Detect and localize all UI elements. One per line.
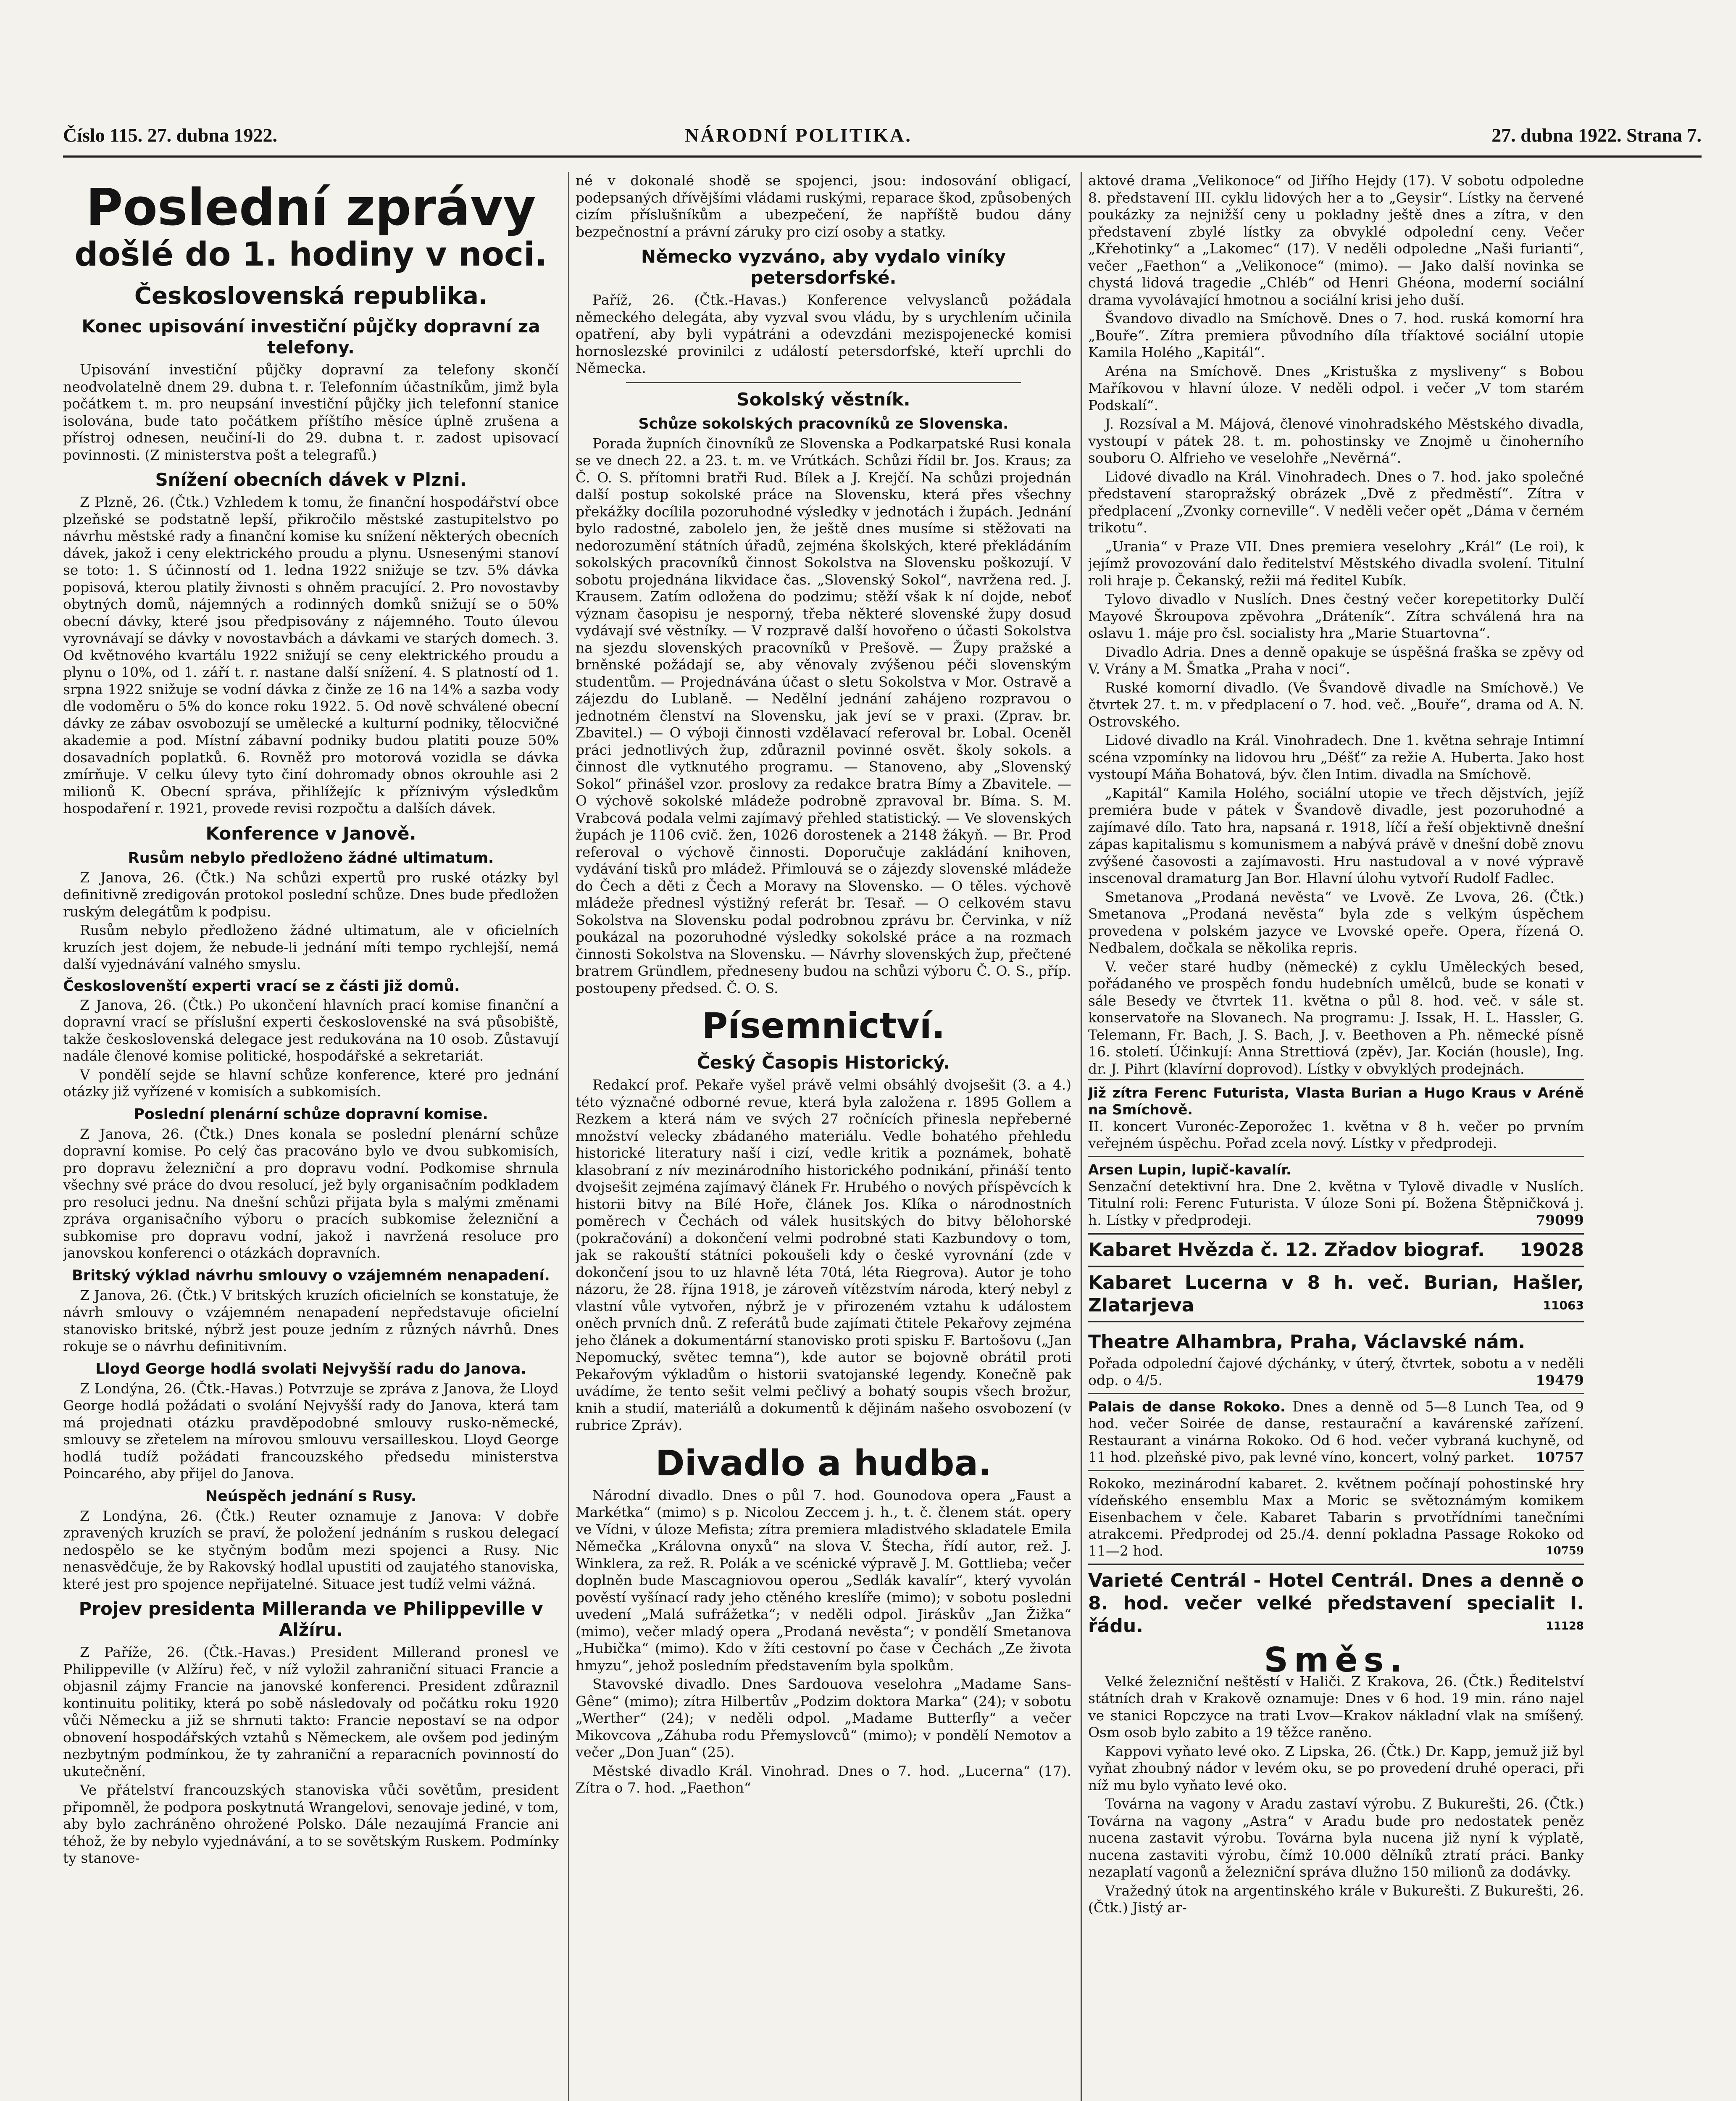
ad-text: Kabaret Lucerna v 8 h. več. Burian, Hašler, Zlatarjeva bbox=[1088, 1272, 1584, 1316]
advertisement bbox=[1088, 1564, 1584, 1642]
article-text: Paříž, 26. (Čtk.-Havas.) Konference velvyslanců požádala německého delegáta, aby vyzval svou vládu, by s urychlením učinila opatření, aby byli vypátráni a odevzdáni mezispojenecké komisi hornoslezské provinilci z událostí petersdorfské, kteří uprchli do Německa. bbox=[576, 292, 1071, 376]
article-text: Lidové divadlo na Král. Vinohradech. Dne 1. května sehraje Intimní scéna vzpomínky na lidovou hru „Déšť“ za režie A. Huberta. Jako host vystoupí Máňa Bohatová, býv. člen Intim. divadla na Smíchově. bbox=[1088, 732, 1584, 782]
ad-code: 11128 bbox=[1546, 1620, 1584, 1632]
column-3 bbox=[1088, 172, 1584, 2101]
ad-text: Kabaret Hvězda č. 12. Zřadov biograf. bbox=[1088, 1239, 1485, 1261]
article-title: Český Časopis Historický. bbox=[697, 1052, 950, 1073]
article-text: Ruské komorní divadlo. (Ve Švandově divadle na Smíchově.) Ve čtvrtek 27. t. m. v předplacení o 7. hod. več. „Bouře“, drama od A. N. Ostrovského. bbox=[1088, 679, 1584, 730]
advertisement bbox=[1088, 1079, 1584, 1156]
ad-title: Palais de danse Rokoko. bbox=[1088, 1398, 1286, 1415]
article-text: V pondělí sejde se hlavní schůze konference, které pro jednání otázky již vyřízené v komisích a subkomisích. bbox=[63, 1066, 559, 1100]
article-title: Českoslovenští experti vrací se z části již domů. bbox=[63, 977, 460, 995]
section-title: Československá republika. bbox=[134, 282, 488, 310]
ad-text: II. koncert Vuronéc-Zeporožec 1. května v 8 h. večer po prvním veřejném úspěchu. Pořad zcela nový. Lístky v předprodeji. bbox=[1088, 1118, 1584, 1151]
ad-code: 11063 bbox=[1543, 1298, 1584, 1312]
masthead bbox=[63, 120, 1702, 153]
article-title: Neúspěch jednání s Rusy. bbox=[205, 1488, 417, 1505]
ad-text: Pořada odpolední čajové dýchánky, v úterý, čtvrtek, sobotu a v neděli odp. o 4/5. bbox=[1088, 1355, 1584, 1388]
article-text: Lidové divadlo na Král. Vinohradech. Dnes o 7. hod. jako společné představení staropražský obrázek „Dvě z předměstí“. Zítra v předplacení „Zvonky corneville“. V neděli večer opět „Dáma v černém trikotu“. bbox=[1088, 468, 1584, 536]
ad-code: 10759 bbox=[1546, 1545, 1584, 1557]
ad-text: Senzační detektivní hra. Dne 2. května v Tylově divadle v Nuslích. Titulní roli: Ferenc Futurista. V úloze Soni pí. Božena Štěpničková j. h. Lístky v předprodeji. bbox=[1088, 1178, 1584, 1228]
column-divider bbox=[1081, 172, 1082, 2101]
article-text: Tylovo divadlo v Nuslích. Dnes čestný večer korepetitorky Dulčí Mayové Škroupova zpěvohra „Dráteník“. Zítra schválená hra na oslavu 1. máje pro čsl. socialisty hra „Marie Stuartovna“. bbox=[1088, 591, 1584, 641]
article-text: Aréna na Smíchově. Dnes „Kristuška z mysliveny“ s Bobou Maříkovou v hlavní úloze. V neděli odpol. i večer „V tom starém Podskalí“. bbox=[1088, 363, 1584, 413]
article-text: „Urania“ v Praze VII. Dnes premiera veselohry „Král“ (Le roi), k jejímž provozování dalo ředitelství Městského divadla svolení. Titulní roli hraje p. Čekanský, režii má ředitel Kubík. bbox=[1088, 538, 1584, 589]
article-title: Německo vyzváno, aby vydalo viníky petersdorfské. bbox=[641, 246, 1006, 288]
ad-text: Varieté Centrál - Hotel Centrál. Dnes a denně o 8. hod. večer velké představení specialit I. řádu. bbox=[1088, 1570, 1584, 1637]
article-text: Z Londýna, 26. (Čtk.-Havas.) Potvrzuje se zpráva z Janova, že Lloyd George hodlá požádati o svolání Nejvyšší rady do Janova, která tam má projednati otázku pravděpodobné smlouvy rusko-německé, smlouvy se zřetelem na mírovou smlouvu versailleskou. Lloyd George hodlá tudíž požádati francouzského předsedu ministerstva Poincarého, aby přijel do Janova. bbox=[63, 1380, 559, 1482]
masthead-rule bbox=[63, 155, 1702, 158]
section-title: Divadlo a hudba. bbox=[655, 1442, 992, 1484]
article-text: Továrna na vagony v Aradu zastaví výrobu. Z Bukurešti, 26. (Čtk.) Továrna na vagony „Astra“ v Aradu bude pro nedostatek peněz nucena zastavit výrobu. Továrna byla nucena již nyní k výplatě, nucena zastaviti výrobu, čímž 10.000 dělníků ztratí práci. Banky nezaplatí vagonů a železniční správa dlužno 150 milionů za dodávky. bbox=[1088, 1796, 1584, 1880]
article-text: Švandovo divadlo na Smíchově. Dnes o 7. hod. ruská komorní hra „Bouře“. Zítra premiera původního díla tříaktové sociální utopie Kamila Holého „Kapitál“. bbox=[1088, 310, 1584, 361]
ad-code: 19028 bbox=[1519, 1239, 1584, 1261]
advertisement bbox=[1088, 1470, 1584, 1564]
article-text: Z Janova, 26. (Čtk.) Dnes konala se poslední plenární schůze dopravní komise. Po celý čas pracováno bylo ve dvou subkomisích, pro dopravu železniční a pro dopravu vodní. Podkomise shrnula všechny své práce do dvou resolucí, jež byly organisačním podkladem pro resoluci jednu. Na dnešní schůzi přijata byla s malými změnami zpráva organisačního výboru o pracích subkomise železniční a subkomise pro dopravu vodní, jakož i navržená resoluce pro janovskou konferenci o otázkách dopravních. bbox=[63, 1125, 559, 1261]
article-title: Konec upisování investiční půjčky dopravní za telefony. bbox=[82, 316, 540, 358]
article-text: Z Janova, 26. (Čtk.) Po ukončení hlavních prací komise finanční a dopravní vrací se příslušní experti československé na svá působiště, takže československá delegace jest redukována na 10 osob. Zůstavují nadále členové komise politické, hospodářské a sekretariát. bbox=[63, 996, 559, 1064]
article-text: Z Plzně, 26. (Čtk.) Vzhledem k tomu, že finanční hospodářství obce plzeňské se podstatně lepší, přikročilo městské zastupitelstvo po návrhu městské rady a finanční komise ku snížení některých obecních dávek, jakož i ceny elektrického proudu a plynu. Usnesenými stanoví se toto: 1. S účinností od 1. ledna 1922 snižuje se tzv. 5% dávka popisová, kterou platily živnosti s ohněm pracující. 2. Pro novostavby obytných domů, nájemných a rodinných domků snižují se o 50% obecní dávky, které jsou předpisovány z nájemného. Touto úlevou vyrovnávají se dávky v novostavbách a dávkami ve starých domech. 3. Od květnového kvartálu 1922 snižují se ceny elektrického proudu a plynu o 10%, od 1. září t. r. nastane další snížení. 4. S platností od 1. srpna 1922 snižuje se vodní dávka z činže ze 16 na 14% a sazba vody dle vodoměru o 5% do konce roku 1922. 5. Od nově schválené obecní dávky ze zábav osvobozují se umělecké a kulturní podniky, tělocvičné akademie a pod. Místní zábavní podniky budou platiti pouze 50% dosavadních poplatků. 6. Rovněž pro motorová vozidla se dávka zmírňuje. V celku úlevy tyto činí dohromady obnos okrouhle asi 2 milionů K. Obecní správa, přihlížejíc k příznivým výsledkům hospodaření r. 1921, provede revisi rozpočtu a dalších dávek. bbox=[63, 494, 559, 816]
article-text: Divadlo Adria. Dnes a denně opakuje se úspěšná fraška se zpěvy od V. Vrány a M. Šmatka „Praha v noci“. bbox=[1088, 643, 1584, 677]
article-text: né v dokonalé shodě se spojenci, jsou: indosování obligací, podepsaných dřívějšími vládami ruskými, reparace škod, způsobených cizím příslušníkům a ubezpečení, že napříště budou dány bezpečnostní a právní záruky pro cizí osoby a statky. bbox=[576, 172, 1071, 240]
issue-date: Číslo 115. 27. dubna 1922. bbox=[63, 124, 277, 146]
article-text: Porada župních činovníků ze Slovenska a Podkarpatské Rusi konala se ve dnech 22. a 23. t. m. ve Vrútkách. Schůzi řídil br. Jos. Kraus; za Č. O. S. přítomni bratři Rud. Bílek a J. Krejčí. Na schůzi projednán další postup sokolské práce na Slovensku, která přes všechny překážky docílila pozoruhodné výsledky v jednotách i župách. Jednání bylo radostné, zabolelo jen, že ještě dnes musíme si stěžovati na nedorozumění státních úřadů, zejména školských, které překládáním sokolských pracovníků činnost Sokolstva na Slovensku poškozují. V sobotu projednána likvidace čas. „Slovenský Sokol“, navržena red. J. Krausem. Zatím odložena do podzimu; stěží však k ní dojde, neboť význam časopisu je nesporný, třeba některé slovenské župy dosud vydávají své věstníky. — V rozpravě další hovořeno o účasti Sokolstva na sjezdu slovenských pracovníků v Prešově. — Župy pražské a brněnské požádají se, aby věnovaly zvýšenou péči slovenským studentům. — Projednávána účast o sletu Sokolstva v Mor. Ostravě a zájezdu do Lublaně. — Nedělní jednání zahájeno rozpravou o jednotném členství na Slovensku, jak jeví se v praxi. (Zprav. br. Zbavitel.) — O výboji činnosti vzdělavací referoval br. Lobal. Oceněl práci jednotlivých žup, zdůraznil povinné osvět. školy sokols. a činnost dle vytknutého programu. — Stanoveno, aby „Slovenský Sokol“ přinášel vzor. proslovy za redakce bratra Bímy a Zbavitele. — O výchově sokolské mládeže podrobně zpravoval br. Bíma. S. M. Vrabcová podala velmi zajímavý přehled statistický. — Ve slovenských župách je 1106 cvič. žen, 1026 dorostenek a 2148 žákyň. — Br. Prod referoval o výchově činnosti. Doporučuje zakládání knihoven, vydávání tisků pro mládež. Přimlouvá se o zájezdy slovenské mládeže do Čech a děti z Čech a Moravy na Slovensko. — O těles. výchově mládeže přednesl výstižný referát br. Tesař. — O celkovém stavu Sokolstva na Slovensku podal podrobnou zprávu br. Červinka, v níž poukázal na pozoruhodné výsledky sokolské práce a na rozmach činnosti Sokolstva na Slovensku. — Návrhy slovenských žup, přečtené bratrem Gründlem, předneseny budou na schůzi výboru Č. O. S., příp. postoupeny předsed. Č. O. S. bbox=[576, 435, 1071, 996]
article-subtitle: Schůze sokolských pracovníků ze Slovenska. bbox=[638, 415, 1009, 432]
article-text: Národní divadlo. Dnes o půl 7. hod. Gounodova opera „Faust a Markétka“ (mimo) s p. Nicolou Zeccem j. h., t. č. členem stát. opery ve Vídni, v úloze Mefista; zítra premiera mladistvého skladatele Emila Němečka „Královna onyxů“ na slova V. Štecha, řídí autor, rež. J. Winklera, za rež. R. Polák a ve scénické výpravě J. M. Gottlieba; večer doplněn bude Mascagniovou operou „Sedlák kavalír“, který vyvolán pověstí vyšínací rady jeho ctěného kreslíře (mimo); v sobotu posledni uvedení „Malá sufrážetka“; v neděli odpol. Jiráskův „Jan Žižka“ (mimo), večer mladý opera „Prodaná nevěsta“; v pondělí Smetanova „Hubička“ (mimo). Kdo v žíti cestovní po čase v Čechách „Ze života hmyzu“, jehož posledním představením byla spolkům. bbox=[576, 1487, 1071, 1674]
article-text: Redakcí prof. Pekaře vyšel právě velmi obsáhlý dvojsešit (3. a 4.) této význačné odborné revue, která byla založena r. 1895 Gollem a Rezkem a která nám ve svých 27 ročnících přinesla nepřeberné množství velecky zbádaného materiálu. Vedle bohatého přehledu historické literatury naší i cizí, vedle kritik a poznámek, bohatě klasobraní z nív mezinárodního historického podnikání, přináší tento dvojsešit zejména zajímavý článek Fr. Hrubého o nových příspěvcích k historii bitvy na Bílé Hoře, článek Jos. Klíka o národnostních poměrech v Čechách od válek husitských do bitvy bělohorské (pokračování) a dokončení velmi podrobné stati Kazbundovy o tom, jak se rakouští státníci pokoušeli kdy o české vyrovnání (zde v dokončení jsou to uz hlavně léta 70tá, léta Riegrova). Autor je toho názoru, že 28. října 1918, je zároveň vítězstvím národa, který nebyl z vlastní vůle vytvořen, nýbrž je v přirozeném vztahu k událostem oněch prvních dnů. Z referátů bude zajímati čtitele Pekařovy zejména jeho článek a dokumentární stanovisko proti spisku F. Bartošovu („Jan Nepomucký, světec temna“), kde autor se bojovně obrátil proti Pekařovým výkladům o historii svatojanské legendy. Konečně pak uvádíme, že tento sešit velmi pečlivý a bohatý soupis všech brožur, knih a studií, materiálů a dokumentů k dějinám našeho osvobození (v rubrice Zpráv). bbox=[576, 1077, 1071, 1433]
advertisement bbox=[1088, 1233, 1584, 1266]
ad-title: Theatre Alhambra, Praha, Václavské nám. bbox=[1088, 1331, 1526, 1353]
ad-title: Arsen Lupin, lupič-kavalír. bbox=[1088, 1161, 1291, 1178]
column-divider bbox=[568, 172, 569, 2101]
section-title: Sokolský věstník. bbox=[736, 389, 910, 410]
advertisement bbox=[1088, 1156, 1584, 1233]
article-text: Z Londýna, 26. (Čtk.) Reuter oznamuje z Janova: V dobře zpravených kruzích se praví, že položení jednáním s ruskou delegací nedospělo se ke styčným bodům mezi spojenci a Rusy. Nic nenasvědčuje, že by Rakovský hodlal upustiti od zaujatého stanoviska, které jest pro spojence nepřijatelné. Situace jest tudíž velmi vážná. bbox=[63, 1507, 559, 1592]
article-text: Z Janova, 26. (Čtk.) Na schůzi expertů pro ruské otázky byl definitivně zredigován protokol poslední schůze. Dnes bude předložen ruským delegátům k podpisu. bbox=[63, 869, 559, 920]
advertisement bbox=[1088, 1393, 1584, 1470]
article-text: Kappovi vyňato levé oko. Z Lipska, 26. (Čtk.) Dr. Kapp, jemuž již byl vyňat zhoubný nádor v levém oku, se po provedení druhé operaci, při níž mu bylo vyňato levé oko. bbox=[1088, 1743, 1584, 1793]
article-title: Poslední plenární schůze dopravní komise. bbox=[134, 1106, 488, 1123]
article-title: Lloyd George hodlá svolati Nejvyšší radu do Janova. bbox=[95, 1360, 526, 1377]
section-title: Písemnictví. bbox=[702, 1005, 945, 1046]
section-title: Směs. bbox=[1264, 1640, 1408, 1680]
ad-text: Dnes a denně od 5—8 Lunch Tea, od 9 hod. večer Soirée de danse, restaurační a kavárenské zařízení. Restaurant a vinárna Rokoko. Od 6 hod. večer vybraná kuchyně, od 11 hod. plzeňské pivo, pak levné víno, koncert, volný parket. bbox=[1088, 1398, 1584, 1465]
advertisement bbox=[1088, 1266, 1584, 1321]
article-text: Rusům nebylo předloženo žádné ultimatum, ale v oficielních kruzích jest dojem, že nebude-li jednání míti tempo rychlejší, nemá další vyjednávání valného smyslu. bbox=[63, 922, 559, 972]
page-date: 27. dubna 1922. Strana 7. bbox=[1491, 124, 1702, 146]
article-text: V. večer staré hudby (německé) z cyklu Uměleckých besed, pořádaného ve prospěch fondu hudebních umělců, bude se konati v sále Besedy ve čtvrtek 11. května o půl 8. hod. več. v sále st. konservatoře na Slovanech. Na programu: J. Issak, H. L. Hassler, G. Telemann, Fr. Bach, J. S. Bach, J. v. Beethoven a Ph. německé písně 16. století. Účinkují: Anna Strettiová (zpěv), Jar. Kocián (housle), Ing. dr. J. Pihrt (klavírní doprovod). Lístky v obvyklých prodejnách. bbox=[1088, 958, 1584, 1077]
article-text: Smetanova „Prodaná nevěsta“ ve Lvově. Ze Lvova, 26. (Čtk.) Smetanova „Prodaná nevěsta“ byla zde s velkým úspěchem provedena v polském jazyce ve Lvovské opeře. Opera, řízená O. Nedbalem, dočkala se několika repris. bbox=[1088, 888, 1584, 956]
ad-code: 10757 bbox=[1536, 1449, 1584, 1465]
article-subtitle: Rusům nebylo předloženo žádné ultimatum. bbox=[128, 849, 494, 866]
newspaper-title: NÁRODNÍ POLITIKA. bbox=[685, 124, 912, 146]
ad-code: 19479 bbox=[1536, 1372, 1584, 1388]
advertisement bbox=[1088, 1321, 1584, 1393]
ad-text: Rokoko, mezinárodní kabaret. 2. květnem počínají pohostinské hry vídeňského ensemblu Max a Moric se světoznámým komikem Eisenbachem v čele. Kabaret Tabarin s prvotřídními tanečními atrakcemi. Předprodej od 25./4. denní pokladna Passage Rokoko od 11—2 hod. bbox=[1088, 1475, 1584, 1559]
article-text: Z Paříže, 26. (Čtk.-Havas.) President Millerand pronesl ve Philippeville (v Alžíru) řeč, v níž vyložil zahraniční situaci Francie a objasnil zájmy Francie na janovské konferenci. President zdůraznil kontinuitu politiky, která po sobě následovaly od počátku roku 1920 vůči Německu a již se shrnuti takto: Francie nepostaví se na odpor obnovení hospodářských vztahů s Německem, ale ovšem pod jediným nezbytným podmínkou, že ty zahraniční a reparacních povinností do ukutečnění. bbox=[63, 1644, 559, 1780]
article-text: Stavovské divadlo. Dnes Sardouova veselohra „Madame Sans-Gêne“ (mimo); zítra Hilbertův „Podzim doktora Marka“ (24); v sobotu „Werther“ (24); v neděli odpol. „Madame Butterfly“ a večer Mikovcova „Záhuba rodu Přemyslovců“ (mimo); v pondělí Nemotov a večer „Don Juan“ (25). bbox=[576, 1676, 1071, 1760]
article-text: Městské divadlo Král. Vinohrad. Dnes o 7. hod. „Lucerna“ (17). Zítra o 7. hod. „Faethon“ bbox=[576, 1762, 1071, 1796]
article-text: Ve přátelství francouzských stanoviska vůči sovětům, president připomněl, že podpora poskytnutá Wrangelovi, senovaje jediné, v tom, aby bylo zachráněno ohrožené Polsko. Dále nezaujímá Francie ani téhož, že by nebylo vyjednávání, a to se sovětským Ruskem. Podmínky ty stanove- bbox=[63, 1782, 559, 1866]
article-text: J. Rozsíval a M. Májová, členové vinohradského Městského divadla, vystoupí v pátek 28. t. m. pohostinsky ve Znojmě u činoherního souboru O. Alfrieho ve veselohře „Nevěrná“. bbox=[1088, 416, 1584, 466]
article-text: aktové drama „Velikonoce“ od Jiřího Hejdy (17). V sobotu odpoledne 8. představení III. cyklu lidových her a to „Geysir“. Lístky na červené poukázky za nejnižší ceny u pokladny ještě dnes a zítra, v den představení zbylé lístky za obvyklé odpolední ceny. Večer „Křehotinky“ a „Lakomec“ (17). V neděli odpoledne „Naši furianti“, večer „Faethon“ a „Velikonoce“ (mimo). — Jako další novinka se chystá lidová tragedie „Chléb“ od Henri Ghéona, moderní sociální drama vyvolávající hmotnou a sociální krisi jeho duší. bbox=[1088, 172, 1584, 308]
article-text: Velké železniční neštěstí v Haliči. Z Krakova, 26. (Čtk.) Ředitelství státních drah v Krakově oznamuje: Dnes v 6 hod. 19 min. ráno najel ve stanici Ropczyce na trati Lvov—Krakov nákladní vlak na smíšený. Osm osob bylo zabito a 19 těžce raněno. bbox=[1088, 1673, 1584, 1740]
article-text: „Kapitál“ Kamila Holého, sociální utopie ve třech dějstvích, jejíž premiéra bude v pátek v Švandově divadle, jest pozoruhodné a zajímavé dílo. Tato hra, napsaná r. 1918, líčí a řeší objektivně dnešní zápas kapitalismu s komunismem a nabývá právě v dnešní době znovu zvýšené časovosti a zajímavosti. Hru nastudoval a v nové výpravě inscenoval dramaturg Jan Bor. Hlavní úlohu vytvoří Rudolf Fadlec. bbox=[1088, 785, 1584, 886]
article-title: Britský výklad návrhu smlouvy o vzájemném nenapadení. bbox=[72, 1267, 550, 1284]
banner-subtitle: došlé do 1. hodiny v noci. bbox=[74, 236, 547, 274]
article-title: Projev presidenta Milleranda ve Philippeville v Alžíru. bbox=[79, 1598, 543, 1640]
ad-text: Již zítra Ferenc Futurista, Vlasta Burian a Hugo Kraus v Aréně na Smíchově. bbox=[1088, 1085, 1584, 1118]
article-text: Z Janova, 26. (Čtk.) V britských kruzích oficielních se konstatuje, že návrh smlouvy o vzájemném nenapadení nepředstavuje oficielní stanovisko britské, nýbrž jest pouze jedním z různých návrhů. Dnes rokuje se o návrhu definitivním. bbox=[63, 1287, 559, 1354]
separator bbox=[626, 382, 1021, 383]
article-text: Vražedný útok na argentinského krále v Bukurešti. Z Bukurešti, 26. (Čtk.) Jistý ar- bbox=[1088, 1882, 1584, 1916]
column-2 bbox=[576, 172, 1071, 2101]
article-text: Upisování investiční půjčky dopravní za telefony skončí neodvolatelně dnem 29. dubna t. r. Telefonním účastníkům, jimž byla počátkem t. m. pro neupsání investiční půjčky jich telefonní stanice isolována, bude tato počátkem příštího měsíce úplně zrušena a přístroj odnesen, neučiní-li do 29. dubna t. r. zadost upisovací povinnosti. (Z ministerstva pošt a telegrafů.) bbox=[63, 361, 559, 463]
column-1 bbox=[63, 172, 559, 2101]
banner-title: Poslední zprávy bbox=[86, 179, 536, 237]
article-title: Snížení obecních dávek v Plzni. bbox=[155, 469, 467, 490]
article-title: Konference v Janově. bbox=[205, 823, 416, 844]
ad-code: 79099 bbox=[1536, 1212, 1584, 1228]
